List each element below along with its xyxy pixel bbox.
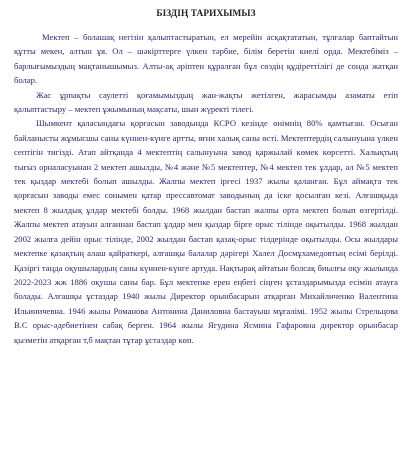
document-page (14, 8, 398, 440)
page-title: БІЗДІҢ ТАРИХЫМЫЗ (156, 9, 256, 19)
paragraph-history: Шымкент қаласындағы қорғасын заводында КСРО кезінде өнімнің 80% қамтыған. Осыған байланысты жұмысшы саны күннен-күнге артты, яғни халық саны өсті. Мектептердің салынуына үлкен септігін тигізді. Атап айтқанда 4 мектептің салынуына завод қаржылай көмек көрсетті. Халықтың тығыз орналасуынан 2 мектеп ашылды, №4 және №5 мектептер, №4 мектеп тек ұлдар, ал №5 мектеп тек қыздар мектебі болып ашылды. Жалпы мектеп іргесі 1937 жылы қаланған. Бұл аймақта тек қорғасын заводы емес сонымен қатар прессавтомат заводының да іске қосылған кезі. Алғашқыда мектеп 8 жылдық ұлдар мектебі болды. 1968 жылдан бастап жалпы орта мектеп болып өзгертілді. Жалпы мектеп атауын алғаннан бастап ұлдар мен қыздар бірге орыс тілінде оқытылды. 1968 жылдан 2002 жылға дейін орыс тілінде, 2002 жылдан бастап қазақ-орыс тілдерінде оқытылды. Осы жылдары мектепке қазақтың алаш қайраткері, алғашқы балалар дәрігері Халел Досмұхамедовтың есімі берілді. Қазіргі таңда оқушылардың саны күннен-күнге артуда. Нақтырақ айтатын болсақ биылғы оқу жылында 2022-2023 жж 1886 оқушы саны бар. Бұл мектепке ерен еңбегі сіңген ұстаздарымызда есімін атауға болады. Алғашқы ұстаздар 1940 жылы Директор орынбасарын атқарған Михайличенко Валентина Ильиничевна. 1946 жылы Романова Антонина Даниловна бастауыш мұғалімі. 1952 жылы Стрельцова В.С орыс-әдебиетінен сабақ берген. 1964 жылы Ягудина Ясмина Гафаровна директор орынбасар қызметін атқарған т,б мақтан тұтар ұстаздар көп. (14, 118, 398, 345)
paragraph-mission: Жас ұрпақты саулетті қоғамымыздың жан-жақты жетілген, жарасымды азаматы етіп қалыптастыру – мектеп ұжымының мақсаты, шын жүректі тілегі. (14, 89, 398, 115)
paragraph-intro: Мектеп – болашақ негізін қалыптастыратын, ел мерейін асқақтататын, тұлғалар баптайтын құтты мекен, алтын ұя. Ол – шәкірттерге үлкен тәрбие, білім беретін киелі орда. Мектебіміз – барлығымыздың мақтанышымыз. Алты-ақ әріптен құралған бұл сөздің құдіреттілігі де сонда жатқан болар. (14, 32, 398, 86)
